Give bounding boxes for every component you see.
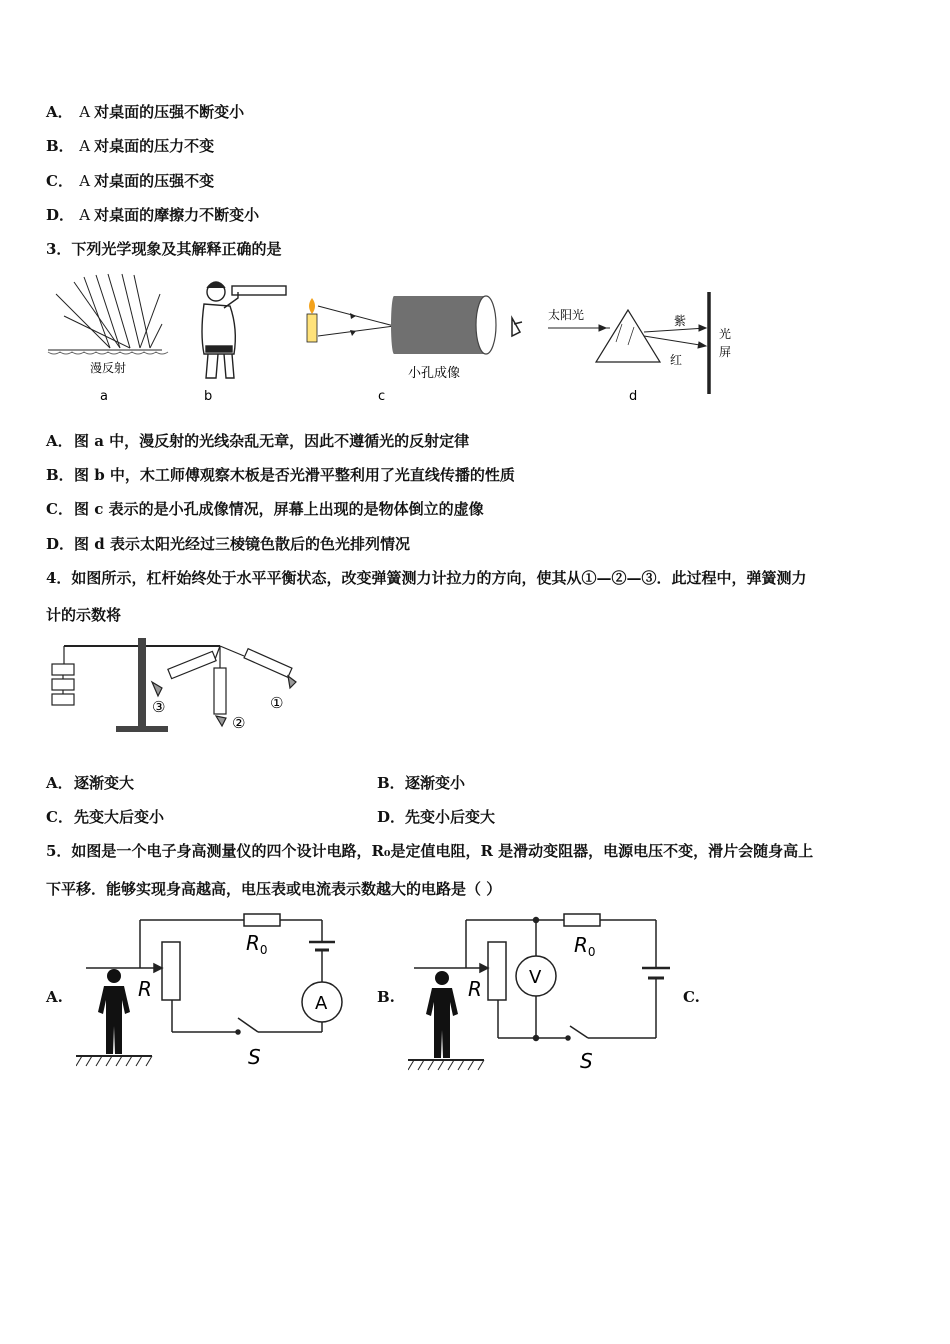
label-r0-sub: 0 [259, 943, 268, 957]
option-label: A． [46, 774, 73, 792]
option-letter: A [79, 172, 91, 190]
option-label: B． [377, 774, 405, 792]
label-s: S [248, 1045, 261, 1069]
person-icon [98, 969, 130, 1054]
option-text: 图 a 中，漫反射的光线杂乱无章，因此不遵循光的反射定律 [74, 432, 470, 450]
q2-option-b [46, 135, 214, 156]
fig-a-diffuse-reflection [48, 274, 168, 354]
fig-a-label: a [100, 389, 108, 404]
q4-option-b [377, 772, 465, 793]
option-label: D． [46, 535, 75, 553]
fig-c-label: c [378, 389, 386, 404]
option-text: 对桌面的压强不变 [94, 172, 215, 190]
option-text: 对桌面的压强不断变小 [94, 103, 245, 121]
label-r0 [246, 931, 268, 957]
option-text: 先变大后变小 [74, 808, 165, 826]
q4-option-c [46, 806, 164, 827]
person-icon [426, 971, 458, 1058]
option-label: B． [46, 466, 74, 484]
q5-option-c-label: C. [683, 988, 700, 1006]
q2-option-a [46, 101, 244, 122]
label-r0-main: R [574, 933, 588, 957]
option-letter: A [79, 103, 91, 121]
option-label: B． [46, 137, 74, 155]
option-text: 逐渐变小 [405, 774, 466, 792]
fig-d-screen1: 光 [719, 327, 732, 341]
mark-2: ② [232, 714, 246, 732]
fig-a-caption: 漫反射 [90, 361, 127, 375]
q5-stem-1: 5．如图是一个电子身高测量仪的四个设计电路，R₀是定值电阻，R 是滑动变阻器，电源电压不变，滑片会随身高上 [46, 842, 814, 860]
option-text: 对桌面的摩擦力不断变小 [94, 206, 260, 224]
option-text: 图 b 中，木工师傅观察木板是否光滑平整利用了光直线传播的性质 [74, 466, 515, 484]
label-s: S [580, 1049, 593, 1072]
option-label: D． [46, 206, 75, 224]
option-label: A． [46, 432, 73, 450]
q5-circuit-a [76, 912, 356, 1072]
q2-option-d [46, 204, 259, 225]
q4-stem-2: 计的示数将 [46, 606, 122, 624]
q3-option-d [46, 533, 410, 554]
label-r: R [138, 977, 152, 1001]
q2-option-c [46, 170, 214, 191]
q4-stem-1: 4．如图所示，杠杆始终处于水平平衡状态，改变弹簧测力计拉力的方向，使其从①—②—③．此过程中，弹簧测力 [46, 569, 807, 587]
label-r: R [468, 977, 482, 1001]
q3-option-b [46, 464, 515, 485]
option-label: D． [377, 808, 406, 826]
ammeter-symbol: A [315, 993, 328, 1014]
mark-3: ③ [152, 698, 166, 716]
q3-figure [44, 272, 744, 407]
fig-c-caption: 小孔成像 [408, 366, 461, 381]
q4-option-a [46, 772, 134, 793]
fig-d-screen2: 屏 [719, 345, 732, 359]
q3-option-a [46, 430, 469, 451]
fig-d-violet: 紫 [674, 314, 687, 328]
fig-b-label: b [204, 389, 213, 404]
option-letter: A [79, 137, 91, 155]
option-text: 对桌面的压力不变 [94, 137, 215, 155]
option-label: C． [46, 172, 73, 190]
q4-option-d [377, 806, 495, 827]
fig-d-label: d [629, 389, 638, 404]
option-text: 逐渐变大 [74, 774, 135, 792]
label-r0 [574, 933, 596, 959]
q5-circuit-b [408, 912, 678, 1072]
label-r0-main: R [246, 931, 260, 955]
option-text: 图 d 表示太阳光经过三棱镜色散后的色光排列情况 [74, 535, 410, 553]
label-r0-sub: 0 [587, 945, 596, 959]
q3-option-c [46, 498, 484, 519]
option-letter: A [79, 206, 91, 224]
option-label: A． [46, 103, 73, 121]
option-label: C． [46, 500, 73, 518]
fig-d-sunlight: 太阳光 [548, 308, 585, 322]
option-text: 图 c 表示的是小孔成像情况，屏幕上出现的是物体倒立的虚像 [74, 500, 484, 518]
q5-option-b-label: B. [377, 988, 395, 1006]
mark-1: ① [270, 694, 284, 712]
q5-option-a-label: A. [46, 988, 63, 1006]
voltmeter-symbol: V [529, 967, 542, 988]
q3-stem: 3．下列光学现象及其解释正确的是 [46, 240, 282, 258]
option-label: C． [46, 808, 73, 826]
fig-c-pinhole [307, 296, 522, 354]
fig-b-carpenter [202, 282, 286, 378]
q4-lever-figure [48, 634, 298, 739]
option-text: 先变小后变大 [405, 808, 496, 826]
q5-stem-2: 下平移．能够实现身高越高，电压表或电流表示数越大的电路是（ ） [46, 880, 502, 898]
fig-d-red: 红 [670, 353, 683, 367]
